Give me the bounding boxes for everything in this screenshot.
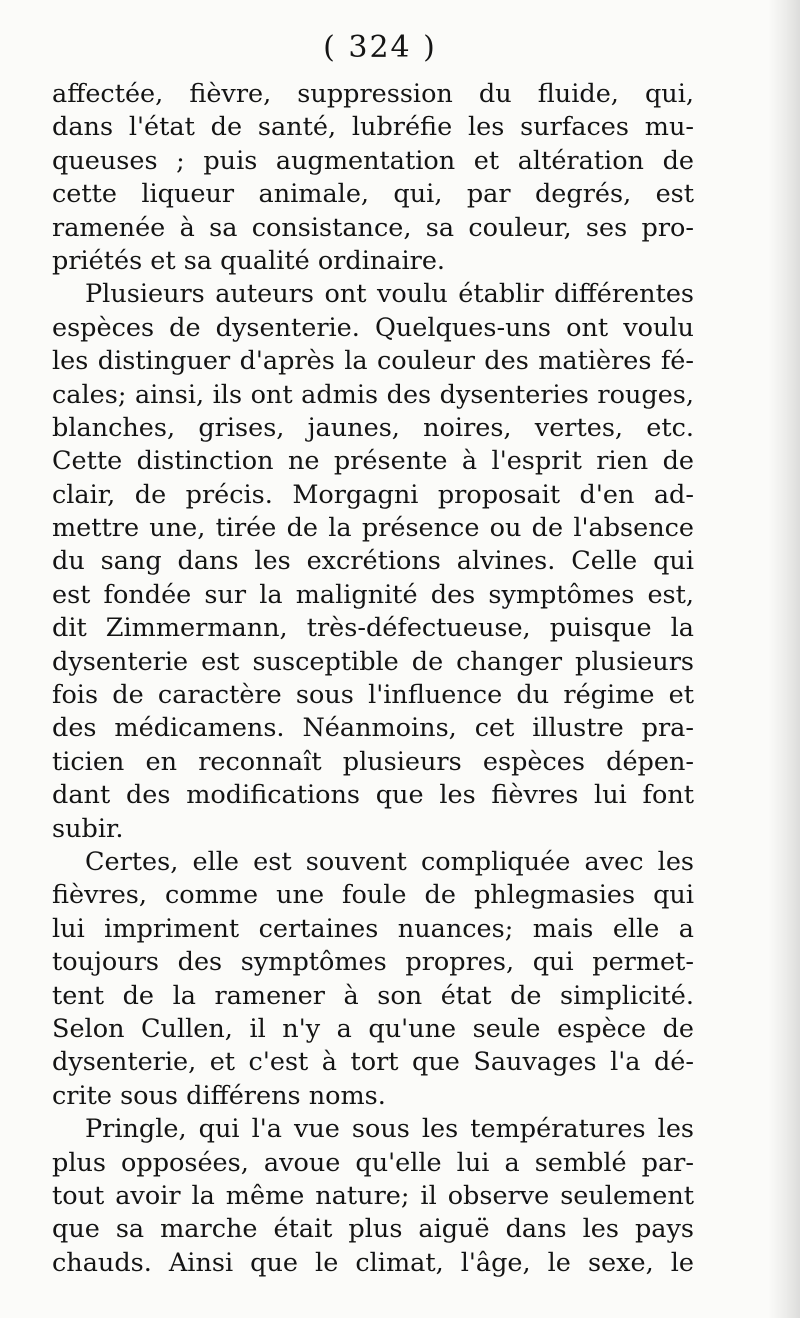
text-line: dant des modifications que les fièvres lui font <box>52 780 694 811</box>
text-line: dans l'état de santé, lubréfie les surfaces mu- <box>52 112 694 143</box>
paragraph <box>52 278 694 846</box>
text-line: priétés et sa qualité ordinaire. <box>52 245 446 276</box>
text-line: lui impriment certaines nuances; mais elle a <box>52 913 694 944</box>
text-line: cette liqueur animale, qui, par degrés, est <box>52 179 694 210</box>
text-line: subir. <box>52 813 124 844</box>
text-line: fièvres, comme une foule de phlegmasies qui <box>52 880 694 911</box>
text-line: Plusieurs auteurs ont voulu établir différentes <box>85 279 694 310</box>
text-line: affectée, fièvre, suppression du fluide, qui, <box>52 79 694 109</box>
page-gutter-shadow <box>768 0 800 1318</box>
text-line: cales; ainsi, ils ont admis des dysenteries rouges, <box>52 379 694 410</box>
text-line: clair, de précis. Morgagni proposait d'en ad- <box>52 479 694 510</box>
text-line: Pringle, qui l'a vue sous les températures les <box>85 1114 694 1145</box>
text-line: Certes, elle est souvent compliquée avec les <box>85 846 694 877</box>
text-line: tout avoir la même nature; il observe seulement <box>52 1180 694 1211</box>
text-line: ramenée à sa consistance, sa couleur, ses pro- <box>52 212 694 243</box>
text-line: espèces de dysenterie. Quelques-uns ont voulu <box>52 312 694 343</box>
text-line: Cette distinction ne présente à l'esprit rien de <box>52 446 694 477</box>
text-line: dysenterie, et c'est à tort que Sauvages l'a dé- <box>52 1047 694 1078</box>
text-line: toujours des symptômes propres, qui permet- <box>52 947 694 978</box>
text-line: du sang dans les excrétions alvines. Celle qui <box>52 546 694 577</box>
text-line: dit Zimmermann, très-défectueuse, puisque la <box>52 613 694 644</box>
paragraph <box>52 1113 694 1280</box>
text-line: tent de la ramener à son état de simplicité. <box>52 980 694 1011</box>
text-line: que sa marche était plus aiguë dans les pays <box>52 1214 694 1245</box>
text-line: queuses ; puis augmentation et altération de <box>52 145 694 176</box>
text-line: les distinguer d'après la couleur des matières fé- <box>52 346 694 377</box>
text-line: plus opposées, avoue qu'elle lui a semblé par- <box>52 1147 694 1178</box>
text-line: Selon Cullen, il n'y a qu'une seule espèce de <box>52 1013 694 1044</box>
text-line: ticien en reconnaît plusieurs espèces dépen- <box>52 746 694 777</box>
page-number: ( 324 ) <box>323 30 437 65</box>
text-line: des médicamens. Néanmoins, cet illustre pra- <box>52 713 694 744</box>
paragraph <box>52 846 694 1113</box>
text-line: chauds. Ainsi que le climat, l'âge, le sexe, le <box>52 1247 694 1278</box>
body-text <box>52 78 694 1280</box>
text-line: dysenterie est susceptible de changer plusieurs <box>52 646 694 677</box>
text-line: mettre une, tirée de la présence ou de l'absence <box>52 513 694 544</box>
text-line: blanches, grises, jaunes, noires, vertes, etc. <box>52 412 694 443</box>
text-line: fois de caractère sous l'influence du régime et <box>52 680 694 711</box>
text-line: crite sous différens noms. <box>52 1080 386 1111</box>
paragraph <box>52 78 694 278</box>
text-line: est fondée sur la malignité des symptômes est, <box>52 579 694 610</box>
